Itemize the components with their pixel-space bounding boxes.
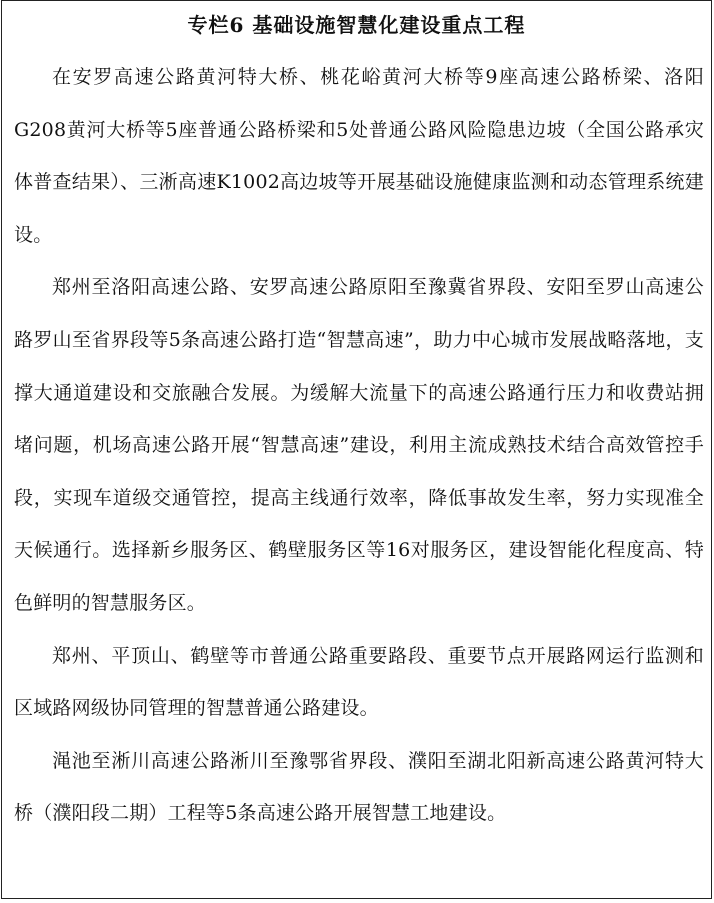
- feature-box: [1, 0, 712, 899]
- paragraph-smart-construction-site: 渑池至淅川高速公路淅川至豫鄂省界段、濮阳至湖北阳新高速公路黄河特大桥（濮阳段二期）工程等5条高速公路开展智慧工地建设。: [14, 749, 704, 825]
- box-title: 专栏6 基础设施智慧化建设重点工程: [187, 13, 526, 37]
- box-content: [14, 51, 704, 840]
- paragraph-smart-highway: 郑州至洛阳高速公路、安罗高速公路原阳至豫冀省界段、安阳至罗山高速公路罗山至省界段等5条高速公路打造“智慧高速”，助力中心城市发展战略落地，支撑大通道建设和交旅融合发展。为缓解大流量下的高速公路通行压力和收费站拥堵问题，机场高速公路开展“智慧高速”建设，利用主流成熟技术结合高效管控手段，实现车道级交通管控，提高主线通行效率，降低事故发生率，努力实现准全天候通行。选择新乡服务区、鹤壁服务区等16对服务区，建设智能化程度高、特色鲜明的智慧服务区。: [14, 276, 704, 614]
- paragraph-bridge-monitoring: 在安罗高速公路黄河特大桥、桃花峪黄河大桥等9座高速公路桥梁、洛阳G208黄河大桥等5座普通公路桥梁和5处普通公路风险隐患边坡（全国公路承灾体普查结果）、三淅高速K1002高边坡等开展基础设施健康监测和动态管理系统建设。: [14, 66, 704, 246]
- paragraph-smart-ordinary-road: 郑州、平顶山、鹤壁等市普通公路重要路段、重要节点开展路网运行监测和区域路网级协同管理的智慧普通公路建设。: [14, 644, 704, 720]
